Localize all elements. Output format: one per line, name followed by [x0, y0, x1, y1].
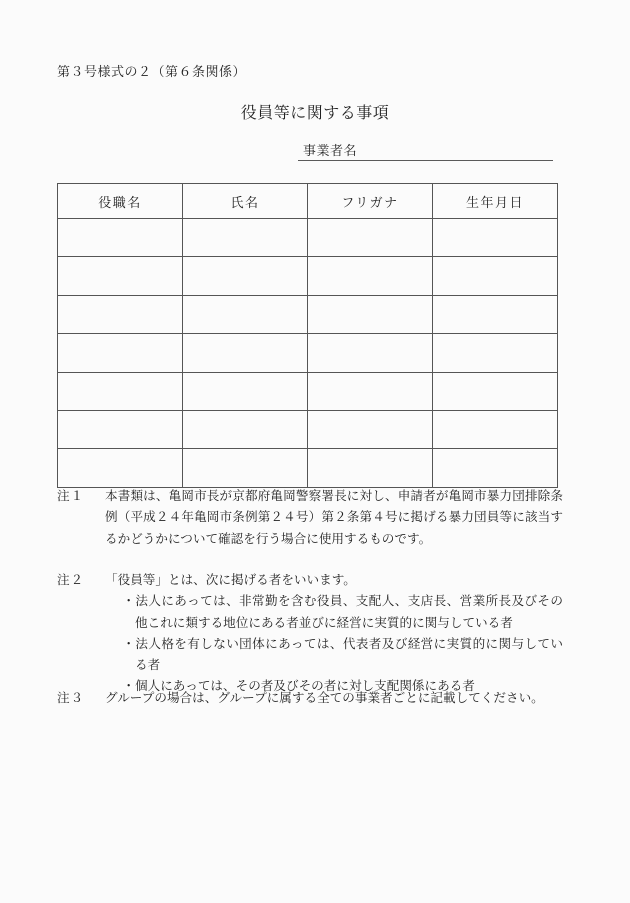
table-cell — [58, 295, 183, 333]
note-body — [105, 570, 563, 698]
column-header: 役職名 — [58, 184, 183, 219]
form-number: 第３号様式の２（第６条関係） — [57, 64, 247, 79]
table-cell — [58, 372, 183, 410]
table-cell — [58, 334, 183, 372]
note-body — [105, 486, 563, 550]
note-text: 本書類は、亀岡市長が京都府亀岡警察署長に対し、申請者が亀岡市暴力団排除条例（平成２４年亀岡市条例第２４号）第２条第４号に掲げる暴力団員等に該当するかどうかについて確認を行う場合に使用するものです。 — [105, 489, 563, 546]
column-header: 氏名 — [183, 184, 308, 219]
table-cell — [58, 219, 183, 257]
table-cell — [183, 410, 308, 448]
table-cell — [183, 449, 308, 487]
note-body — [105, 688, 563, 709]
note-text: 「役員等」とは、次に掲げる者をいいます。 — [105, 573, 356, 587]
business-name-field — [298, 140, 553, 161]
note-bullet: ・法人にあっては、非常勤を含む役員、支配人、支店長、営業所長及びその他これに類する地位にある者並びに経営に実質的に関与している者 — [122, 594, 563, 630]
table-row — [58, 449, 558, 487]
table-cell — [433, 295, 558, 333]
table-cell — [183, 257, 308, 295]
business-name-label: 事業者名 — [303, 143, 358, 158]
table-header-row — [58, 184, 558, 219]
table-cell — [308, 219, 433, 257]
table-cell — [183, 372, 308, 410]
note-3 — [57, 688, 563, 709]
column-header: 生年月日 — [433, 184, 558, 219]
table-cell — [433, 410, 558, 448]
table-cell — [433, 257, 558, 295]
page-title: 役員等に関する事項 — [240, 105, 390, 122]
table-cell — [308, 449, 433, 487]
table-cell — [58, 257, 183, 295]
table-cell — [308, 257, 433, 295]
note-label: 注１ — [57, 489, 85, 503]
table-row — [58, 410, 558, 448]
table-cell — [308, 410, 433, 448]
table-cell — [183, 295, 308, 333]
table-cell — [308, 295, 433, 333]
table-cell — [183, 334, 308, 372]
note-1 — [57, 486, 563, 550]
table-cell — [433, 372, 558, 410]
table-cell — [308, 334, 433, 372]
column-header: フリガナ — [308, 184, 433, 219]
table-row — [58, 334, 558, 372]
table-cell — [433, 219, 558, 257]
table-cell — [308, 372, 433, 410]
officers-table — [57, 183, 558, 488]
note-label: 注２ — [57, 573, 85, 587]
note-label: 注３ — [57, 691, 85, 705]
table-cell — [433, 334, 558, 372]
table-cell — [433, 449, 558, 487]
table-row — [58, 372, 558, 410]
table-row — [58, 219, 558, 257]
note-bullet: ・法人格を有しない団体にあっては、代表者及び経営に実質的に関与している者 — [122, 636, 563, 673]
note-text: グループの場合は、グループに属する全ての事業者ごとに記載してください。 — [105, 691, 544, 705]
table-cell — [183, 219, 308, 257]
note-2 — [57, 570, 563, 698]
table-cell — [58, 449, 183, 487]
note-bullet: ・個人にあっては、その者及びその者に対し支配関係にある者 — [122, 679, 475, 694]
table-row — [58, 295, 558, 333]
table-row — [58, 257, 558, 295]
table-cell — [58, 410, 183, 448]
